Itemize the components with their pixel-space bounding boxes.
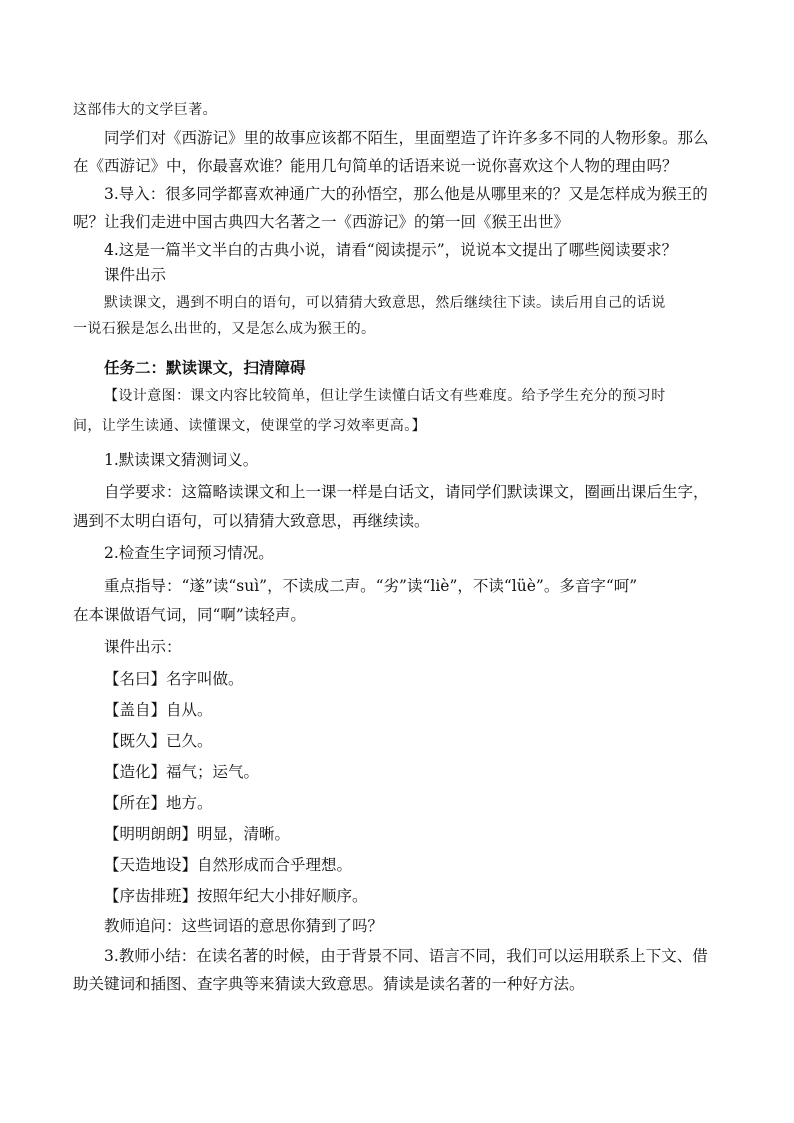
vocab-item: 【造化】福气；运气。 [104, 763, 260, 781]
vocab-item: 【盖自】自从。 [104, 701, 213, 719]
design-intent-1: 【设计意图：课文内容比较简单，但让学生读懂白话文有些难度。给予学生充分的预习时 [104, 388, 666, 404]
requirement-line-2: 遇到不太明白语句，可以猜猜大致意思，再继续读。 [73, 512, 430, 530]
courseware-text-1: 默读课文，遇到不明白的语句，可以猜猜大致意思，然后继续往下读。读后用自己的话说 [104, 295, 666, 311]
courseware-text-2: 一说石猴是怎么出世的，又是怎么成为猴王的。 [73, 321, 376, 337]
vocab-item: 【名曰】名字叫做。 [104, 670, 244, 688]
vocab-item: 【天造地设】自然形成而合乎理想。 [104, 856, 353, 874]
step-2: 2.检查生字词预习情况。 [104, 544, 274, 562]
requirement-line-1: 自学要求：这篇略读课文和上一课一样是白话文，请同学们默读课文，圈画出课后生字， [104, 483, 709, 501]
key-guidance-1: 重点指导：“遂”读“suì”，不读成二声。“劣”读“liè”，不读“lüè”。多音字“呵” [104, 577, 638, 595]
courseware-label-1: 课件出示 [104, 266, 167, 284]
intro-line-2: 同学们对《西游记》里的故事应该都不陌生，里面塑造了许许多多不同的人物形象。那么 [104, 129, 709, 147]
courseware-label-2: 课件出示： [104, 638, 182, 656]
key-guidance-2: 在本课做语气词，同“啊”读轻声。 [73, 606, 306, 624]
summary-line-1: 3.教师小结：在读名著的时候，由于背景不同、语言不同，我们可以运用联系上下文、借 [104, 947, 708, 965]
step-1: 1.默读课文猜测词义。 [104, 451, 259, 469]
design-intent-2: 间，让学生读通、读懂课文，使课堂的学习效率更高。】 [73, 418, 426, 434]
summary-line-2: 助关键词和插图、查字典等来猜读大致意思。猜读是读名著的一种好方法。 [73, 975, 585, 993]
task2-heading: 任务二：默读课文，扫清障碍 [104, 359, 306, 377]
intro-line-1: 这部伟大的文学巨著。 [73, 102, 217, 118]
vocab-item: 【序齿排班】按照年纪大小排好顺序。 [104, 887, 368, 905]
teacher-question: 教师追问：这些词语的意思你猜到了吗？ [104, 917, 384, 935]
vocab-item: 【既久】已久。 [104, 732, 213, 750]
intro-line-3: 在《西游记》中，你最喜欢谁？能用几句简单的话语来说一说你喜欢这个人物的理由吗？ [73, 157, 678, 175]
intro-line-5: 呢？让我们走进中国古典四大名著之一《西游记》的第一回《猴王出世》 [73, 213, 570, 231]
intro-line-4: 3.导入：很多同学都喜欢神通广大的孙悟空，那么他是从哪里来的？又是怎样成为猴王的 [104, 185, 708, 203]
intro-line-6: 4.这是一篇半文半白的古典小说，请看“阅读提示”，说说本文提出了哪些阅读要求？ [104, 241, 678, 259]
vocab-item: 【明明朗朗】明显，清晰。 [104, 825, 291, 843]
vocab-item: 【所在】地方。 [104, 794, 213, 812]
